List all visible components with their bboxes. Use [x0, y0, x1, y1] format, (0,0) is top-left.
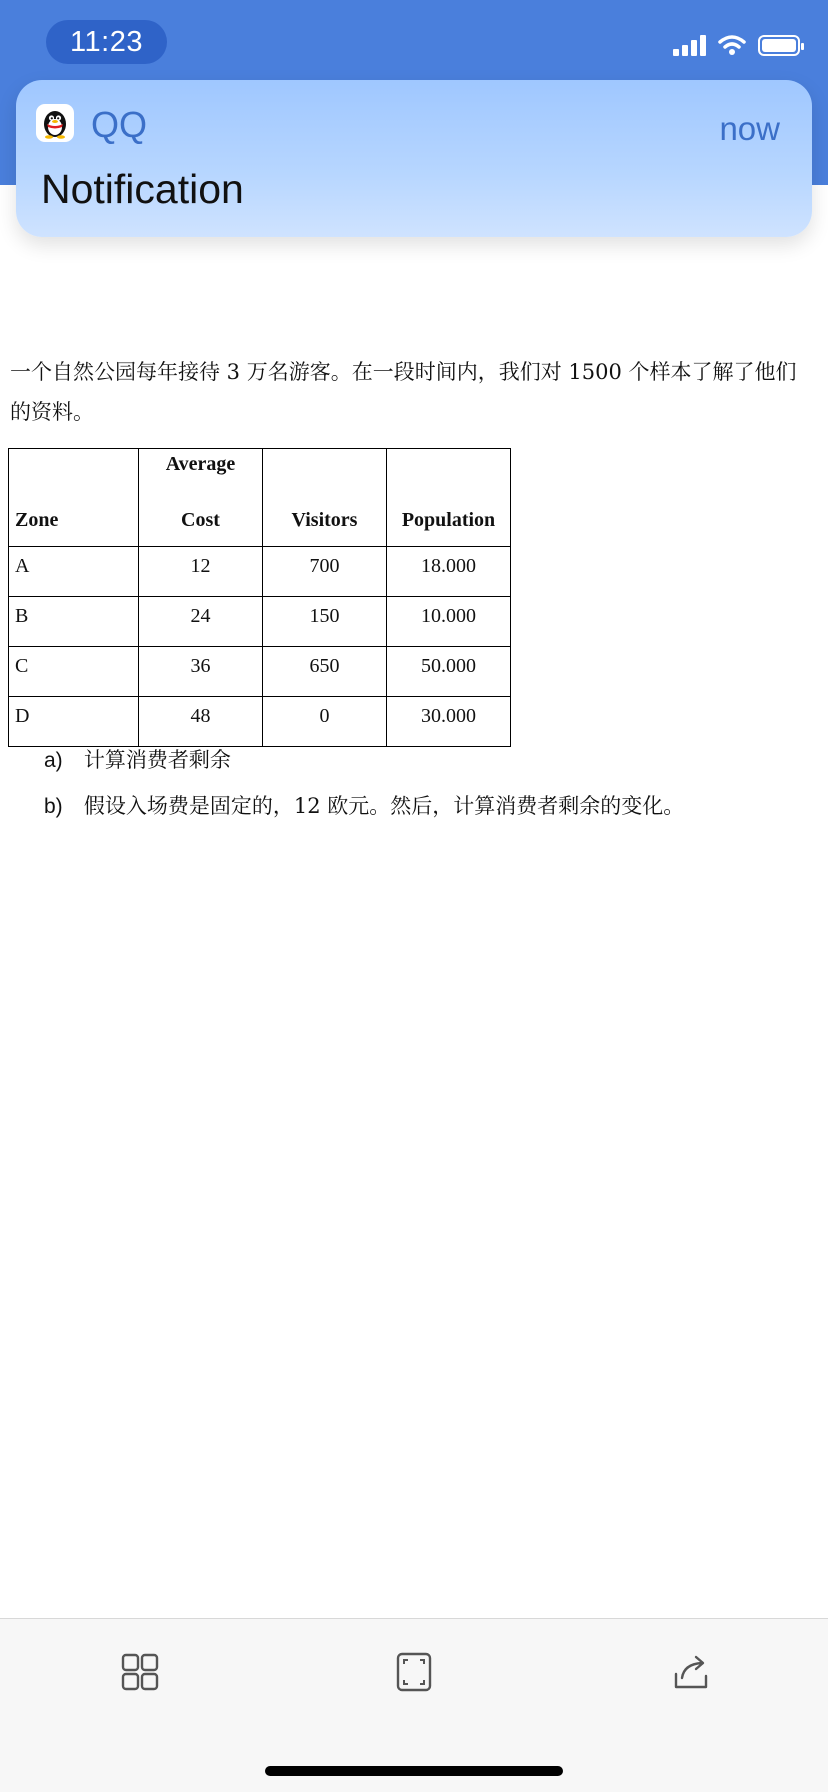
share-icon[interactable]: [668, 1649, 714, 1695]
cell-population: 10.000: [387, 597, 511, 647]
header-population: Population: [387, 449, 511, 547]
bottom-toolbar: [0, 1618, 828, 1792]
header-cost: [139, 449, 263, 547]
notification-title: Notification: [41, 166, 244, 212]
cell-zone: D: [9, 697, 139, 747]
subquestion-text: 计算消费者剩余: [83, 748, 231, 772]
subquestion-label: a): [44, 749, 63, 772]
cell-cost: 36: [139, 647, 263, 697]
wifi-icon: [718, 34, 746, 56]
notification-time: now: [719, 110, 780, 147]
notification-app-name: QQ: [91, 104, 148, 145]
cell-visitors: 650: [263, 647, 387, 697]
table-header-row: [9, 449, 511, 547]
table-row: [9, 647, 511, 697]
qq-penguin-icon: [36, 104, 74, 142]
cell-zone: C: [9, 647, 139, 697]
table-row: [9, 597, 511, 647]
cell-zone: B: [9, 597, 139, 647]
status-icons: [673, 34, 800, 56]
status-time[interactable]: 11:23: [46, 20, 167, 64]
subquestion-label: b): [44, 795, 63, 818]
cell-cost: 48: [139, 697, 263, 747]
table-row: [9, 547, 511, 597]
battery-icon: [758, 35, 800, 56]
cell-population: 30.000: [387, 697, 511, 747]
home-indicator[interactable]: [265, 1766, 563, 1776]
subquestion-b: [44, 790, 684, 820]
cell-visitors: 150: [263, 597, 387, 647]
cell-cost: 24: [139, 597, 263, 647]
header-cost-bottom: Cost: [181, 509, 220, 531]
cell-visitors: 700: [263, 547, 387, 597]
header-cost-top: Average: [165, 453, 236, 475]
notification-banner[interactable]: [16, 80, 812, 237]
cellular-signal-icon: [673, 34, 706, 56]
cell-population: 18.000: [387, 547, 511, 597]
header-visitors: Visitors: [263, 449, 387, 547]
grid-icon[interactable]: [117, 1649, 163, 1695]
subquestion-a: [44, 744, 231, 774]
header-zone: Zone: [9, 449, 139, 547]
data-table: [8, 448, 511, 747]
cell-visitors: 0: [263, 697, 387, 747]
question-text: 一个自然公园每年接待 3 万名游客。在一段时间内，我们对 1500 个样本了解了他们的资料。: [10, 360, 797, 424]
table-row: [9, 697, 511, 747]
subquestion-text: 假设入场费是固定的，12 欧元。然后，计算消费者剩余的变化。: [83, 794, 685, 818]
cell-zone: A: [9, 547, 139, 597]
cell-population: 50.000: [387, 647, 511, 697]
fullscreen-icon[interactable]: [391, 1649, 437, 1695]
cell-cost: 12: [139, 547, 263, 597]
